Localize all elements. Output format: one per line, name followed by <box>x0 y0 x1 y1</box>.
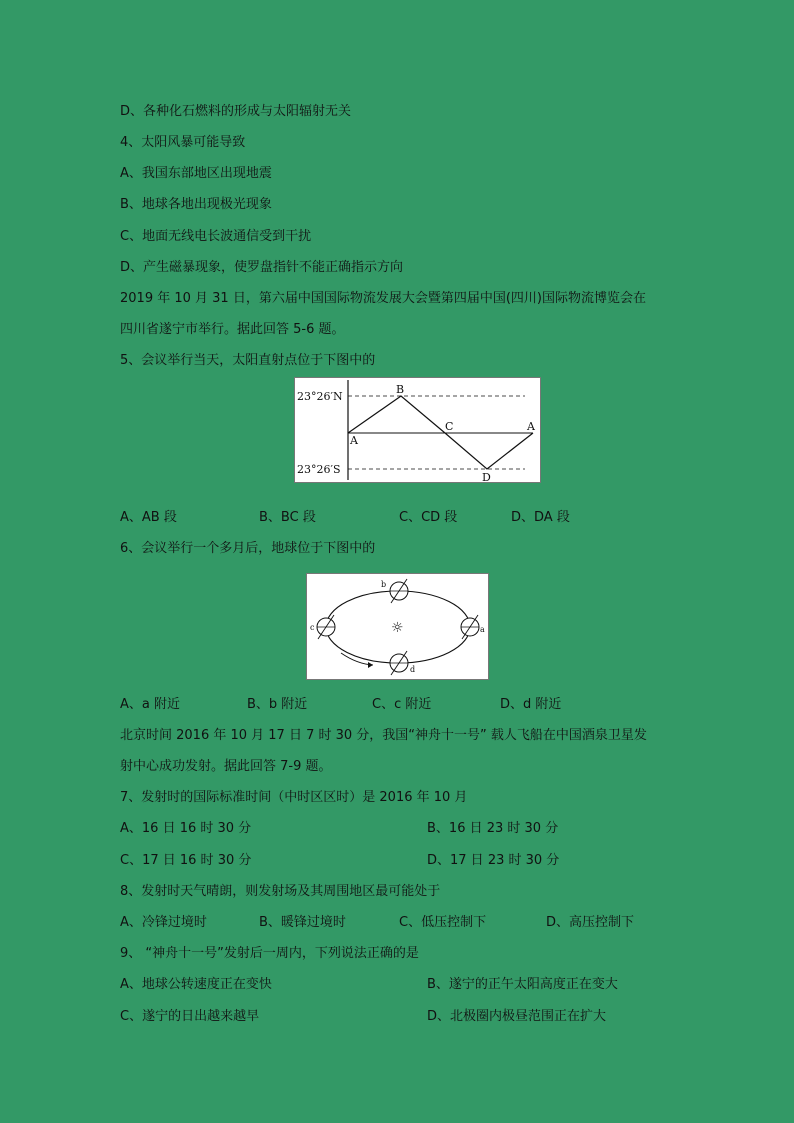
earth-b <box>390 579 408 603</box>
question-5: 5、会议举行当天，太阳直射点位于下图中的 <box>120 353 376 368</box>
earth-a <box>461 615 479 639</box>
south-tropic-label: 23°26′S <box>297 463 341 476</box>
q8-option-a: A、冷锋过境时 <box>120 915 207 930</box>
earth-c <box>317 615 335 639</box>
q4-option-b: B、地球各地出现极光现象 <box>120 197 272 212</box>
question-6: 6、会议举行一个多月后，地球位于下图中的 <box>120 541 376 556</box>
q5-option-b: B、BC 段 <box>259 510 316 525</box>
intro-7-9-line2: 射中心成功发射。据此回答 7-9 题。 <box>120 759 332 774</box>
arrowhead-icon <box>368 662 373 668</box>
q6-option-a: A、a 附近 <box>120 697 180 712</box>
q8-option-c: C、低压控制下 <box>399 915 487 930</box>
earth-d <box>390 651 408 675</box>
question-4: 4、太阳风暴可能导致 <box>120 135 246 150</box>
intro-5-6-line1: 2019 年 10 月 31 日，第六届中国国际物流发展大会暨第四届中国(四川)国际物流博览会在 <box>120 291 646 306</box>
point-a-left: A <box>350 434 358 447</box>
q5-option-d: D、DA 段 <box>511 510 570 525</box>
point-a-right: A <box>527 420 535 433</box>
earth-orbit-diagram <box>306 573 489 680</box>
q8-option-d: D、高压控制下 <box>546 915 635 930</box>
q9-option-b: B、遂宁的正午太阳高度正在变大 <box>427 977 618 992</box>
north-tropic-label: 23°26′N <box>297 390 343 403</box>
q7-option-a: A、16 日 16 时 30 分 <box>120 821 252 836</box>
q6-option-c: C、c 附近 <box>372 697 432 712</box>
q6-option-b: B、b 附近 <box>247 697 308 712</box>
label-c: c <box>310 623 315 632</box>
question-9: 9、 “神舟十一号”发射后一周内，下列说法正确的是 <box>120 946 419 961</box>
q9-option-a: A、地球公转速度正在变快 <box>120 977 272 992</box>
solar-point-diagram <box>294 377 541 483</box>
q4-option-a: A、我国东部地区出现地震 <box>120 166 272 181</box>
q7-option-b: B、16 日 23 时 30 分 <box>427 821 559 836</box>
intro-7-9-line1: 北京时间 2016 年 10 月 17 日 7 时 30 分，我国“神舟十一号” 载人飞船在中国酒泉卫星发 <box>120 728 647 743</box>
q7-option-d: D、17 日 23 时 30 分 <box>427 853 560 868</box>
q9-option-c: C、遂宁的日出越来越早 <box>120 1009 260 1024</box>
question-8: 8、发射时天气晴朗，则发射场及其周围地区最可能处于 <box>120 884 441 899</box>
point-c: C <box>445 420 454 433</box>
label-d: d <box>410 665 416 674</box>
q9-option-d: D、北极圈内极昼范围正在扩大 <box>427 1009 607 1024</box>
intro-5-6-line2: 四川省遂宁市举行。据此回答 5-6 题。 <box>120 322 345 337</box>
q7-option-c: C、17 日 16 时 30 分 <box>120 853 252 868</box>
question-7: 7、发射时的国际标准时间（中时区区时）是 2016 年 10 月 <box>120 790 468 805</box>
q8-option-b: B、暖锋过境时 <box>259 915 346 930</box>
q4-option-d: D、产生磁暴现象，使罗盘指针不能正确指示方向 <box>120 260 404 275</box>
sun-icon: ☼ <box>391 620 404 636</box>
q5-option-c: C、CD 段 <box>399 510 458 525</box>
q5-option-a: A、AB 段 <box>120 510 177 525</box>
point-d: D <box>482 471 491 482</box>
q4-option-c: C、地面无线电长波通信受到干扰 <box>120 229 312 244</box>
q6-option-d: D、d 附近 <box>500 697 562 712</box>
point-b: B <box>396 383 405 396</box>
label-b: b <box>381 580 387 589</box>
label-a: a <box>480 625 485 634</box>
q3-option-d: D、各种化石燃料的形成与太阳辐射无关 <box>120 104 352 119</box>
